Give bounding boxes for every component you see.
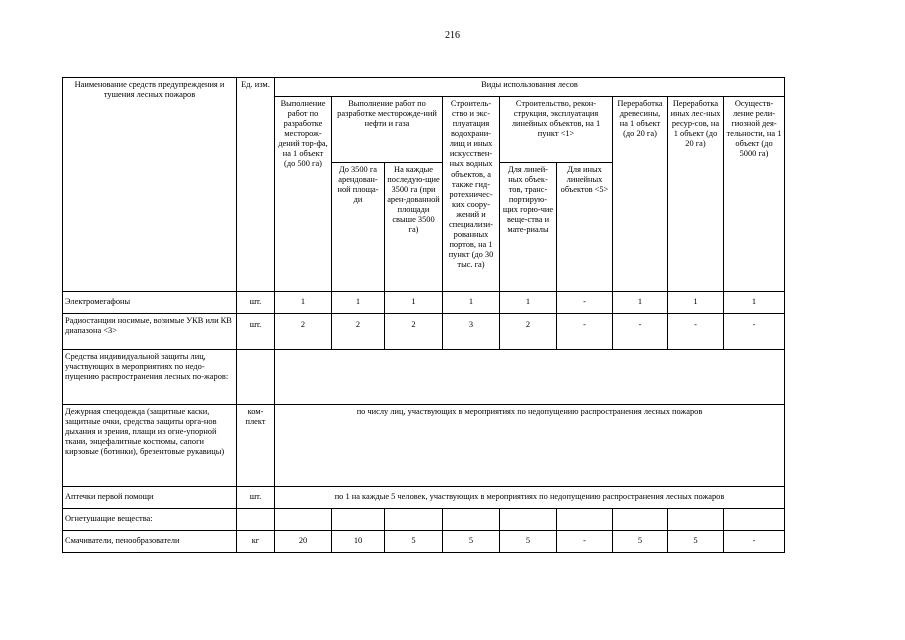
table-row-megaphones xyxy=(63,292,785,314)
table-row-first-aid xyxy=(63,487,785,509)
table-cell: - xyxy=(557,531,613,553)
table-cell: 5 xyxy=(385,531,443,553)
row-unit xyxy=(237,350,275,405)
table-cell-empty xyxy=(385,509,443,531)
table-cell-empty xyxy=(557,509,613,531)
table-cell: - xyxy=(668,314,724,350)
table-cell: 3 xyxy=(443,314,500,350)
header-name: Наименование средств предупреждения и тушения лесных пожаров xyxy=(63,78,237,292)
table-cell: 5 xyxy=(613,531,668,553)
header-linear-a: Для линей-ных объек-тов, транс-портирую-щих горю-чие веще-ства и мате-риалы xyxy=(500,163,557,292)
table-row-ppe xyxy=(63,350,785,405)
table-cell-empty xyxy=(613,509,668,531)
table-cell: 1 xyxy=(332,292,385,314)
table-cell: 2 xyxy=(385,314,443,350)
page-number: 216 xyxy=(445,30,460,41)
header-wood: Переработка древесины, на 1 объект (до 20 га) xyxy=(613,97,668,292)
row-name: Дежурная спецодежда (защитные каски, защитные очки, средства защиты орга-нов дыхания и зрения, плащи из огне-упорной ткани, энцефалитные костюмы, сапоги кирзовые (ботинки), брезентовые рукавицы) xyxy=(63,405,237,487)
row-name: Смачиватели, пенообразователи xyxy=(63,531,237,553)
row-name: Средства индивидуальной защиты лиц, участвующих в мероприятиях по недо-пущению распространения лесных по-жаров: xyxy=(63,350,237,405)
table-row-radios xyxy=(63,314,785,350)
table-cell: - xyxy=(724,314,785,350)
table-row-extinguishing xyxy=(63,509,785,531)
table-cell-empty xyxy=(724,509,785,531)
table-cell-empty xyxy=(443,509,500,531)
table-cell: 1 xyxy=(613,292,668,314)
table-cell: 20 xyxy=(275,531,332,553)
table-cell: 1 xyxy=(443,292,500,314)
table-cell: - xyxy=(724,531,785,553)
row-unit: шт. xyxy=(237,292,275,314)
table-cell: 1 xyxy=(385,292,443,314)
table-cell-empty xyxy=(500,509,557,531)
table-cell: 1 xyxy=(275,292,332,314)
table-cell: - xyxy=(613,314,668,350)
table-cell-empty xyxy=(275,350,785,405)
header-mining: Выполнение работ по разработке месторож-дений тор-фа, на 1 объект (до 500 га) xyxy=(275,97,332,292)
row-name: Электромегафоны xyxy=(63,292,237,314)
header-oilgas-b: На каждые последую-щие 3500 га (при арен-дованной площади свыше 3500 га) xyxy=(385,163,443,292)
table-cell: 5 xyxy=(443,531,500,553)
header-linear-b: Для иных линейных объектов <5> xyxy=(557,163,613,292)
row-unit: шт. xyxy=(237,314,275,350)
table-row-wetting xyxy=(63,531,785,553)
header-religious: Осуществ-ление рели-гиозной дея-тельности, на 1 объект (до 5000 га) xyxy=(724,97,785,292)
header-uses: Виды использования лесов xyxy=(275,78,785,97)
table-cell: 1 xyxy=(668,292,724,314)
row-name: Огнетушащие вещества: xyxy=(63,509,237,531)
table-cell-empty xyxy=(275,509,332,531)
header-oilgas: Выполнение работ по разработке месторожде-ний нефти и газа xyxy=(332,97,443,163)
header-unit: Ед. изм. xyxy=(237,78,275,292)
table-cell: - xyxy=(557,292,613,314)
table-cell: 1 xyxy=(724,292,785,314)
table-cell: 1 xyxy=(500,292,557,314)
fire-equipment-table xyxy=(62,77,785,553)
table-row-duty-clothing xyxy=(63,405,785,487)
table-cell: 2 xyxy=(275,314,332,350)
table-cell: 5 xyxy=(500,531,557,553)
table-cell-merged: по числу лиц, участвующих в мероприятиях по недопущению распространения лесных пожаров xyxy=(275,405,785,487)
row-unit xyxy=(237,509,275,531)
row-unit: кг xyxy=(237,531,275,553)
row-name: Радиостанции носимые, возимые УКВ или КВ диапазона <3> xyxy=(63,314,237,350)
row-name: Аптечки первой помощи xyxy=(63,487,237,509)
table-cell: 2 xyxy=(500,314,557,350)
header-other-resources: Переработка иных лес-ных ресур-сов, на 1 объект (до 20 га) xyxy=(668,97,724,292)
table-cell: 2 xyxy=(332,314,385,350)
table-cell-empty xyxy=(668,509,724,531)
table-cell: 5 xyxy=(668,531,724,553)
table-cell: - xyxy=(557,314,613,350)
header-linear: Строительство, рекон-струкция, эксплуатация линейных объектов, на 1 пункт <1> xyxy=(500,97,613,163)
header-oilgas-a: До 3500 га арендован-ной площа-ди xyxy=(332,163,385,292)
row-unit: шт. xyxy=(237,487,275,509)
table-cell-empty xyxy=(332,509,385,531)
table-cell-merged: по 1 на каждые 5 человек, участвующих в мероприятиях по недопущению распространения лесных пожаров xyxy=(275,487,785,509)
header-reservoirs: Строитель-ство и экс-плуатация водохрани-лищ и иных искусствен-ных водных объектов, а также гид-ротехничес-ких соору-жений и специализи-рованных портов, на 1 пункт (до 30 тыс. га) xyxy=(443,97,500,292)
table-cell: 10 xyxy=(332,531,385,553)
row-unit: ком-плект xyxy=(237,405,275,487)
header-row-1 xyxy=(63,78,785,97)
